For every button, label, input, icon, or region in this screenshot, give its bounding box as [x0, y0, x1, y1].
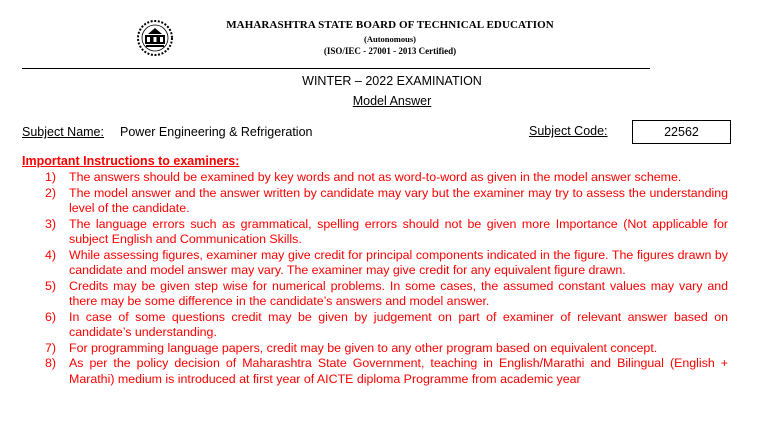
list-item [0, 279, 728, 310]
item-text: In case of some questions credit may be given by judgement on part of examiner of relevant answer based on candidate’s understanding. [69, 309, 728, 339]
header-divider [22, 68, 650, 69]
iso-certification: (ISO/IEC - 27001 - 2013 Certified) [323, 46, 457, 56]
item-number: 1) [45, 170, 57, 184]
exam-title: WINTER – 2022 EXAMINATION [302, 74, 482, 88]
list-item [0, 217, 728, 248]
list-item [0, 186, 728, 217]
item-number: 8) [45, 356, 57, 370]
subject-name-value: Power Engineering & Refrigeration [120, 125, 313, 139]
item-text: The answers should be examined by key words and not as word-to-word as given in the model answer scheme. [69, 170, 682, 184]
subject-code-box [632, 120, 731, 144]
subject-code-value: 22562 [664, 125, 699, 139]
list-item [0, 248, 728, 279]
item-number: 2) [45, 185, 57, 200]
item-text: The model answer and the answer written by candidate may vary but the examiner may try to assess the understanding level of the candidate. [69, 185, 728, 215]
item-text: The language errors such as grammatical, spelling errors should not be given more Importance (Not applicable for subject English and Communication Skills. [69, 216, 728, 246]
model-answer-title: Model Answer [352, 94, 432, 108]
item-text: Credits may be given step wise for numerical problems. In some cases, the assumed constant values may vary and there may be some difference in the candidate’s answers and model answer. [69, 278, 728, 308]
item-number: 4) [45, 247, 57, 262]
list-item [0, 170, 728, 186]
item-text: While assessing figures, examiner may give credit for principal components indicated in the figure. The figures drawn by candidate and model answer may vary. The examiner may give credit for any equivalent figure drawn. [69, 247, 728, 277]
subject-code-label: Subject Code: [529, 124, 608, 138]
autonomous-label: (Autonomous) [364, 34, 416, 44]
list-item [0, 310, 728, 341]
item-number: 6) [45, 309, 57, 324]
item-text: As per the policy decision of Maharashtra State Government, teaching in English/Marathi and Bilingual (English + Marathi) medium is introduced at first year of AICTE diploma Programme from academic year [69, 356, 728, 386]
item-number: 5) [45, 278, 57, 293]
subject-name-label: Subject Name: [22, 125, 104, 139]
msbte-logo-icon [135, 18, 175, 58]
instructions-list [0, 170, 784, 387]
instructions-heading: Important Instructions to examiners: [22, 154, 240, 168]
item-text: For programming language papers, credit may be given to any other program based on equivalent concept. [69, 340, 658, 355]
board-name: MAHARASHTRA STATE BOARD OF TECHNICAL EDUCATION [226, 19, 554, 31]
item-number: 3) [45, 216, 57, 231]
list-item [0, 356, 728, 387]
list-item [0, 341, 728, 357]
item-number: 7) [45, 340, 57, 355]
